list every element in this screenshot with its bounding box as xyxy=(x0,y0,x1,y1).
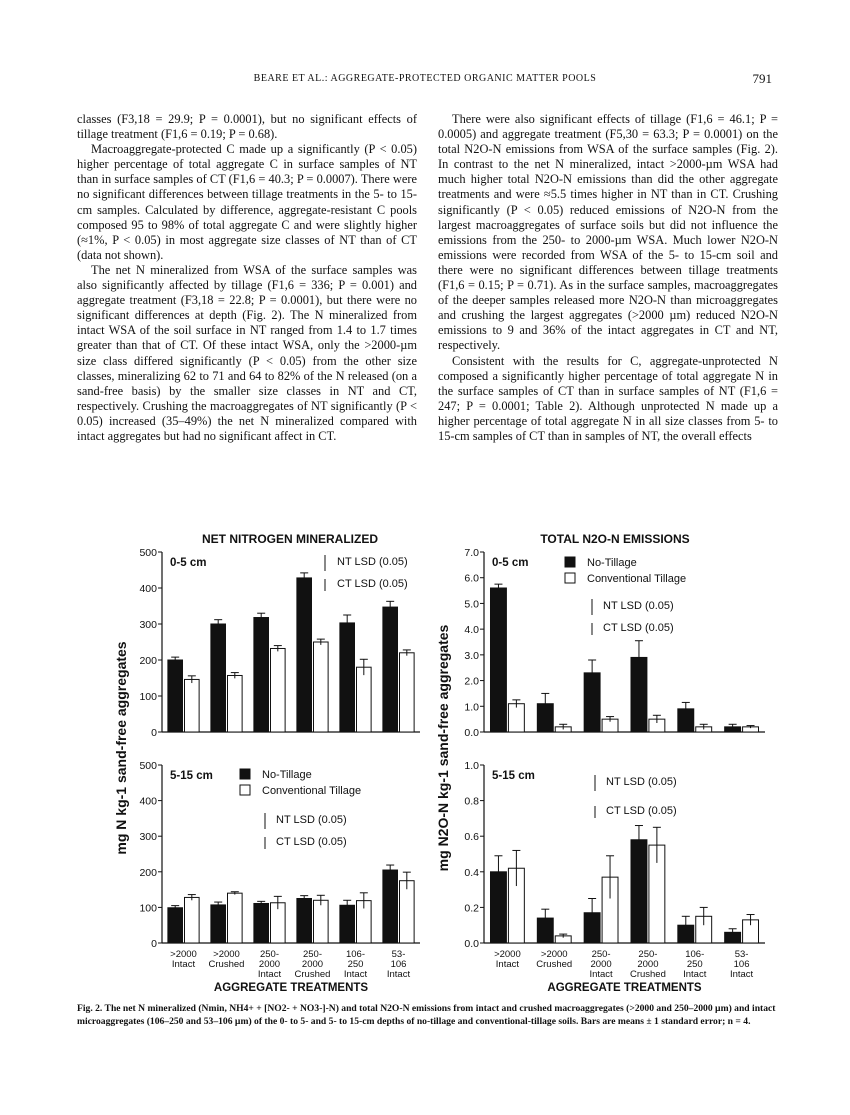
y-tick-label: 400 xyxy=(139,795,157,808)
legend-swatch-ct xyxy=(565,573,575,583)
x-tick-label: >2000 xyxy=(540,949,568,960)
x-tick-label: Intact xyxy=(171,959,196,970)
bar-no-tillage xyxy=(631,657,647,732)
bar-no-tillage xyxy=(168,908,183,943)
x-tick-label: 250- xyxy=(302,949,323,960)
bar-no-tillage xyxy=(254,618,269,732)
lsd-ct-label: CT LSD (0.05) xyxy=(276,836,347,848)
bar-no-tillage xyxy=(537,704,553,732)
y-tick-label: 0 xyxy=(151,938,157,950)
y-tick-label: 6.0 xyxy=(464,572,479,585)
x-tick-label: >2000 xyxy=(494,949,521,960)
x-axis-title: AGGREGATE TREATMENTS xyxy=(213,982,369,994)
bar-no-tillage xyxy=(340,623,355,732)
right-figure-title: TOTAL N2O-N EMISSIONS xyxy=(540,532,690,546)
lsd-nt-label: NT LSD (0.05) xyxy=(606,776,677,788)
bar-no-tillage xyxy=(584,913,600,943)
x-tick-label: 106 xyxy=(390,959,407,970)
bar-conventional-tillage xyxy=(400,653,415,732)
depth-label: 0-5 cm xyxy=(170,557,207,569)
x-tick-label: Intact xyxy=(386,969,411,980)
x-tick-label: >2000 xyxy=(170,949,197,960)
y-tick-label: 0.0 xyxy=(464,727,479,739)
x-tick-label: Intact xyxy=(729,969,754,980)
y-tick-label: 300 xyxy=(139,831,157,844)
x-tick-label: Crushed xyxy=(629,969,666,980)
depth-label: 5-15 cm xyxy=(170,770,213,782)
running-head: BEARE ET AL.: AGGREGATE-PROTECTED ORGANIC MATTER POOLS xyxy=(253,73,597,84)
lsd-ct-label: CT LSD (0.05) xyxy=(603,622,674,634)
x-tick-label: Intact xyxy=(683,969,707,980)
y-tick-label: 5.0 xyxy=(464,598,479,611)
bar-conventional-tillage xyxy=(185,897,200,943)
x-tick-label: 250- xyxy=(638,949,658,960)
bar-no-tillage xyxy=(725,727,741,732)
right-y-axis-title: mg N2O-N kg-1 sand-free aggregates xyxy=(435,624,451,872)
y-tick-label: 0 xyxy=(151,727,157,739)
lsd-nt-label: NT LSD (0.05) xyxy=(603,600,674,612)
bar-no-tillage xyxy=(490,588,506,732)
x-axis-title: AGGREGATE TREATMENTS xyxy=(547,982,702,994)
bar-conventional-tillage xyxy=(228,675,243,732)
y-tick-label: 1.0 xyxy=(464,760,479,772)
x-tick-label: 250 xyxy=(686,959,703,970)
x-tick-label: 106- xyxy=(685,949,705,960)
y-tick-label: 500 xyxy=(139,547,157,559)
legend-label-ct: Conventional Tillage xyxy=(262,785,362,797)
legend-label-ct: Conventional Tillage xyxy=(587,573,687,585)
y-tick-label: 0.6 xyxy=(464,831,479,844)
y-tick-label: 2.0 xyxy=(464,675,479,688)
x-tick-label: 2000 xyxy=(301,959,324,970)
paragraph: classes (F3,18 = 29.9; P = 0.0001), but no significant effects of tillage treatment (F1,6 = 0.19; P = 0.68). xyxy=(77,112,417,142)
bar-no-tillage xyxy=(383,870,398,943)
y-tick-label: 200 xyxy=(139,655,157,667)
lsd-nt-label: NT LSD (0.05) xyxy=(337,556,408,568)
bar-no-tillage xyxy=(383,607,398,732)
bar-no-tillage xyxy=(297,578,312,732)
y-tick-label: 300 xyxy=(139,619,157,631)
legend-swatch-nt xyxy=(240,769,250,779)
lsd-ct-label: CT LSD (0.05) xyxy=(337,578,408,590)
bar-no-tillage xyxy=(490,872,506,943)
x-tick-label: Intact xyxy=(343,969,368,980)
x-tick-label: Crushed xyxy=(208,959,245,970)
depth-label: 5-15 cm xyxy=(492,770,535,782)
y-tick-label: 200 xyxy=(139,866,157,879)
y-tick-label: 500 xyxy=(139,760,157,772)
x-tick-label: Crushed xyxy=(294,969,331,980)
y-tick-label: 0.8 xyxy=(464,795,479,808)
lsd-ct-label: CT LSD (0.05) xyxy=(606,805,677,817)
x-tick-label: 250- xyxy=(591,949,611,960)
bar-conventional-tillage xyxy=(271,648,286,732)
bar-no-tillage xyxy=(537,918,553,943)
x-tick-label: 106 xyxy=(733,959,750,970)
x-tick-label: Intact xyxy=(589,969,613,980)
x-tick-label: Intact xyxy=(257,969,282,980)
bar-no-tillage xyxy=(254,903,269,943)
lsd-nt-label: NT LSD (0.05) xyxy=(276,814,347,826)
y-tick-label: 100 xyxy=(139,902,157,915)
bar-no-tillage xyxy=(340,905,355,943)
legend-label-nt: No-Tillage xyxy=(262,769,312,781)
y-tick-label: 400 xyxy=(139,583,157,595)
x-tick-label: 106- xyxy=(345,949,366,960)
x-tick-label: 250- xyxy=(259,949,280,960)
bar-no-tillage xyxy=(584,673,600,732)
page-number: 791 xyxy=(752,71,772,86)
x-tick-label: 53- xyxy=(391,949,406,960)
bar-no-tillage xyxy=(297,899,312,944)
y-tick-label: 3.0 xyxy=(464,649,479,662)
bar-conventional-tillage xyxy=(185,679,200,732)
x-tick-label: 2000 xyxy=(590,959,612,970)
bar-conventional-tillage xyxy=(400,881,415,943)
x-tick-label: >2000 xyxy=(213,949,240,960)
left-y-axis-title: mg N kg-1 sand-free aggregates xyxy=(113,641,129,855)
y-tick-label: 1.0 xyxy=(464,701,479,714)
paragraph: Macroaggregate-protected C made up a significantly (P < 0.05) higher percentage of total aggregate C in surface samples of NT than in surface samples of CT (F1,6 = 40.3; P = 0.0007). There were no significant differences between tillage treatments in the 5- to 15-cm samples. Calculated by difference, aggregate-resistant C pools composed 95 to 98% of total aggregate C and were slightly higher (≈1%, P < 0.05) in most aggregate size classes of NT than of CT (data not shown). xyxy=(77,142,417,262)
depth-label: 0-5 cm xyxy=(492,557,529,569)
bar-no-tillage xyxy=(678,709,694,732)
legend-label-nt: No-Tillage xyxy=(587,557,637,569)
legend-swatch-ct xyxy=(240,785,250,795)
x-tick-label: 53- xyxy=(734,949,749,960)
y-tick-label: 0.4 xyxy=(464,866,479,879)
x-tick-label: Crushed xyxy=(536,959,573,970)
bar-no-tillage xyxy=(211,905,226,943)
bar-conventional-tillage xyxy=(314,900,329,943)
x-tick-label: 250 xyxy=(347,959,364,970)
legend-swatch-nt xyxy=(565,557,575,567)
paragraph: The net N mineralized from WSA of the surface samples was also significantly affected by tillage (F1,6 = 336; P = 0.001) and aggregate treatment (F3,18 = 22.8; P = 0.0001), but there were no significant differences at depth (Fig. 2). The N mineralized from intact WSA of the soil surface in NT ranged from 1.4 to 1.7 times greater than that of CT. Of these intact WSA, only the >2000-µm size class differed significantly (P < 0.05) from the other size classes, mineralizing 62 to 71 and 64 to 82% of the N released (on a sand-free basis) by the smaller size classes in NT and CT, respectively. Crushing the macroaggregates of NT significantly (P < 0.05) increased (35–49%) the net N mineralized compared with intact aggregates but had no significant affect in CT. xyxy=(77,262,417,443)
paragraph: There were also significant effects of tillage (F1,6 = 46.1; P = 0.0005) and aggregate treatment (F5,30 = 63.3; P = 0.0001) on the total N2O-N emissions from WSA of the surface samples (Fig. 2). In contrast to the net N mineralized, intact >2000-µm WSA had much higher total N2O-N emissions than did the other aggregate treatments and were ≈5.5 times higher in NT than in CT. Crushing significantly (P < 0.05) reduced emissions of N2O-N from the largest macroaggregates of surface soils but did not influence the emissions from the 250- to 2000-µm WSA. Much lower N2O-N emissions were recorded from WSA of the 5- to 15-cm soil and there were no significant differences between tillage treatments (F1,6 = 0.15; P = 0.71). As in the surface samples, macroaggregates of the deeper samples released more N2O-N than microaggregates and crushing the largest aggregates (>2000 µm) reduced N2O-N emissions to 9 and 36% of the intact aggregates in CT and NT, respectively. xyxy=(438,112,778,353)
x-tick-label: 2000 xyxy=(258,959,281,970)
y-tick-label: 0.0 xyxy=(464,938,479,950)
bar-conventional-tillage xyxy=(357,667,372,732)
paragraph: Consistent with the results for C, aggregate-unprotected N composed a significantly higher percentage of total aggregate N in the surface samples of CT than in surface samples of NT (F1,6 = 247; P = 0.0001; Table 2). Although unprotected N made up a higher percentage of total aggregate N in all size classes from 5- to 15-cm samples of CT than in samples of NT, the overall effects xyxy=(438,353,778,443)
y-tick-label: 0.2 xyxy=(464,902,479,915)
y-tick-label: 100 xyxy=(139,691,157,703)
y-tick-label: 4.0 xyxy=(464,624,479,637)
bar-no-tillage xyxy=(168,660,183,732)
x-tick-label: 2000 xyxy=(637,959,659,970)
y-tick-label: 7.0 xyxy=(464,547,479,559)
bar-no-tillage xyxy=(678,925,694,943)
bar-conventional-tillage xyxy=(228,893,243,943)
figure-caption: Fig. 2. The net N mineralized (Nmin, NH4+ + [NO2- + NO3-]-N) and total N2O-N emissions from intact and crushed macroaggregates (>2000 and 250–2000 µm) and intact microaggregates (106–250 and 53–106 µm) of the 0- to 5- and 5- to 15-cm depths of no-tillage and conventional-tillage soils. Bars are means ± 1 standard error; n = 4. xyxy=(77,1003,776,1027)
bar-conventional-tillage xyxy=(508,704,524,732)
left-figure-title: NET NITROGEN MINERALIZED xyxy=(202,532,378,546)
x-tick-label: Intact xyxy=(495,959,520,970)
bar-no-tillage xyxy=(725,932,741,943)
bar-no-tillage xyxy=(211,624,226,732)
bar-no-tillage xyxy=(631,840,647,943)
bar-conventional-tillage xyxy=(314,642,329,732)
